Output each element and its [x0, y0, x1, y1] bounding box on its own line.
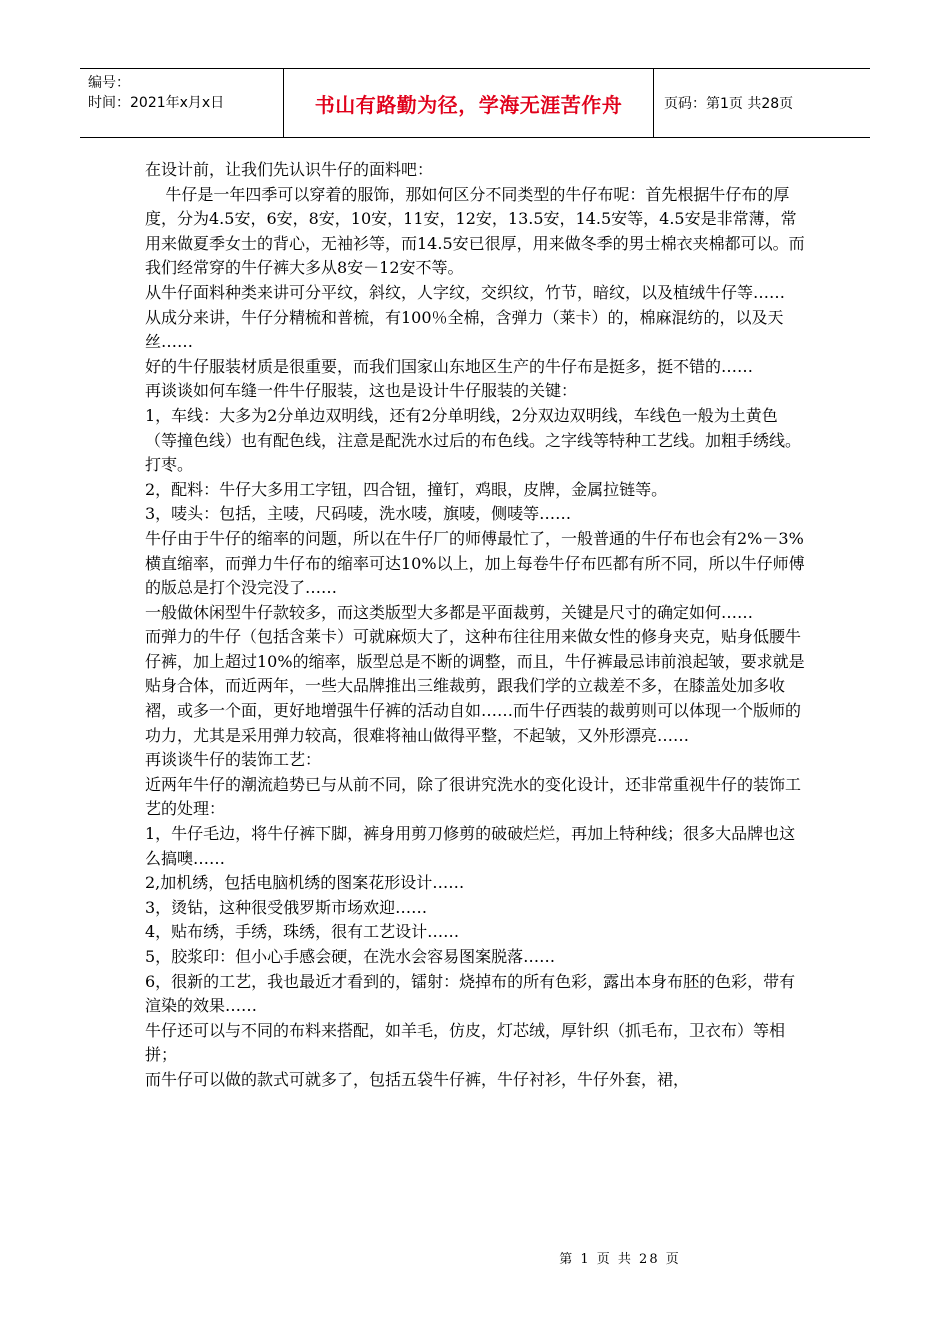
paragraph: 5，胶浆印：但小心手感会硬，在洗水会容易图案脱落……	[145, 947, 556, 966]
paragraph: 3，烫钻，这种很受俄罗斯市场欢迎……	[145, 897, 428, 917]
paragraph: 一般做休闲型牛仔款较多，而这类版型大多都是平面裁剪，关键是尺寸的确定如何……	[145, 602, 754, 622]
header-motto: 书山有路勤为径，学海无涯苦作舟	[284, 69, 654, 137]
document-time-label: 时间：2021年x月x日	[88, 95, 225, 111]
paragraph: 4，贴布绣，手绣，珠绣，很有工艺设计……	[145, 922, 460, 942]
paragraph: 6，很新的工艺，我也最近才看到的，镭射：烧掉布的所有色彩，露出本身布胚的色彩，带有渲染的效果……	[145, 971, 796, 1016]
document-body	[145, 158, 805, 1093]
paragraph: 近两年牛仔的潮流趋势已与从前不同，除了很讲究洗水的变化设计，还非常重视牛仔的装饰工艺的处理：	[145, 774, 802, 819]
paragraph: 牛仔由于牛仔的缩率的问题，所以在牛仔厂的师傅最忙了，一般普通的牛仔布也会有2%－3%横直缩率，而弹力牛仔布的缩率可达10%以上，加上每卷牛仔布匹都有所不同，所以牛仔师傅的版总是打个没完没了……	[145, 528, 805, 598]
paragraph: 好的牛仔服装材质是很重要，而我们国家山东地区生产的牛仔布是挺多，挺不错的……	[145, 356, 754, 376]
paragraph: 牛仔还可以与不同的布料来搭配，如羊毛，仿皮，灯芯绒，厚针织（抓毛布，卫衣布）等相拼；	[145, 1020, 786, 1065]
header-meta	[80, 69, 284, 137]
paragraph: 在设计前，让我们先认识牛仔的面料吧：	[145, 160, 434, 179]
header-page-info: 页码：第1页 共28页	[664, 96, 794, 112]
paragraph: 2，配料：牛仔大多用工字钮，四合钮，撞钉，鸡眼，皮牌，金属拉链等。	[145, 479, 668, 499]
paragraph: 2,加机绣，包括电脑机绣的图案花形设计……	[145, 873, 465, 893]
paragraph: 1，牛仔毛边，将牛仔裤下脚，裤身用剪刀修剪的破破烂烂，再加上特种线；很多大品牌也这么搞噢……	[145, 824, 796, 868]
document-number-label: 编号：	[88, 75, 130, 91]
paragraph: 再谈谈如何车缝一件牛仔服装，这也是设计牛仔服装的关键：	[145, 381, 578, 401]
paragraph: 再谈谈牛仔的装饰工艺：	[145, 750, 322, 770]
paragraph: 从牛仔面料种类来讲可分平纹，斜纹，人字纹，交织纹，竹节，暗纹，以及植绒牛仔等……	[145, 282, 786, 302]
paragraph: 从成分来讲，牛仔分精梳和普梳，有100％全棉，含弹力（莱卡）的，棉麻混纺的，以及天丝……	[145, 307, 784, 352]
paragraph: 牛仔是一年四季可以穿着的服饰，那如何区分不同类型的牛仔布呢：首先根据牛仔布的厚度，分为4.5安，6安，8安，10安，11安，12安，13.5安，14.5安等，4.5安是非常薄，常用来做夏季女士的背心，无袖衫等，而14.5安已很厚，用来做冬季的男士棉衣夹棉都可以。而我们经常穿的牛仔裤大多从8安－12安不等。	[145, 184, 805, 278]
paragraph: 3，唛头：包括，主唛，尺码唛，洗水唛，旗唛，侧唛等……	[145, 504, 572, 524]
page-header	[80, 68, 870, 138]
paragraph: 而牛仔可以做的款式可就多了，包括五袋牛仔裤，牛仔衬衫，牛仔外套，裙，	[145, 1069, 690, 1089]
paragraph: 而弹力的牛仔（包括含莱卡）可就麻烦大了，这种布往往用来做女性的修身夹克，贴身低腰牛仔裤，加上超过10%的缩率，版型总是不断的调整，而且，牛仔裤最忌讳前浪起皱，要求就是贴身合体，而近两年，一些大品牌推出三维裁剪，跟我们学的立裁差不多，在膝盖处加多收褶，或多一个面，更好地增强牛仔裤的活动自如……而牛仔西装的裁剪则可以体现一个版师的功力，尤其是采用弹力较高，很难将袖山做得平整，不起皱，又外形漂亮……	[145, 627, 805, 745]
page-footer: 第 1 页 共 28 页	[559, 1252, 681, 1267]
paragraph: 1，车线：大多为2分单边双明线，还有2分单明线，2分双边双明线，车线色一般为土黄色（等撞色线）也有配色线，注意是配洗水过后的布色线。之字线等特种工艺线。加粗手绣线。打枣。	[145, 405, 802, 475]
